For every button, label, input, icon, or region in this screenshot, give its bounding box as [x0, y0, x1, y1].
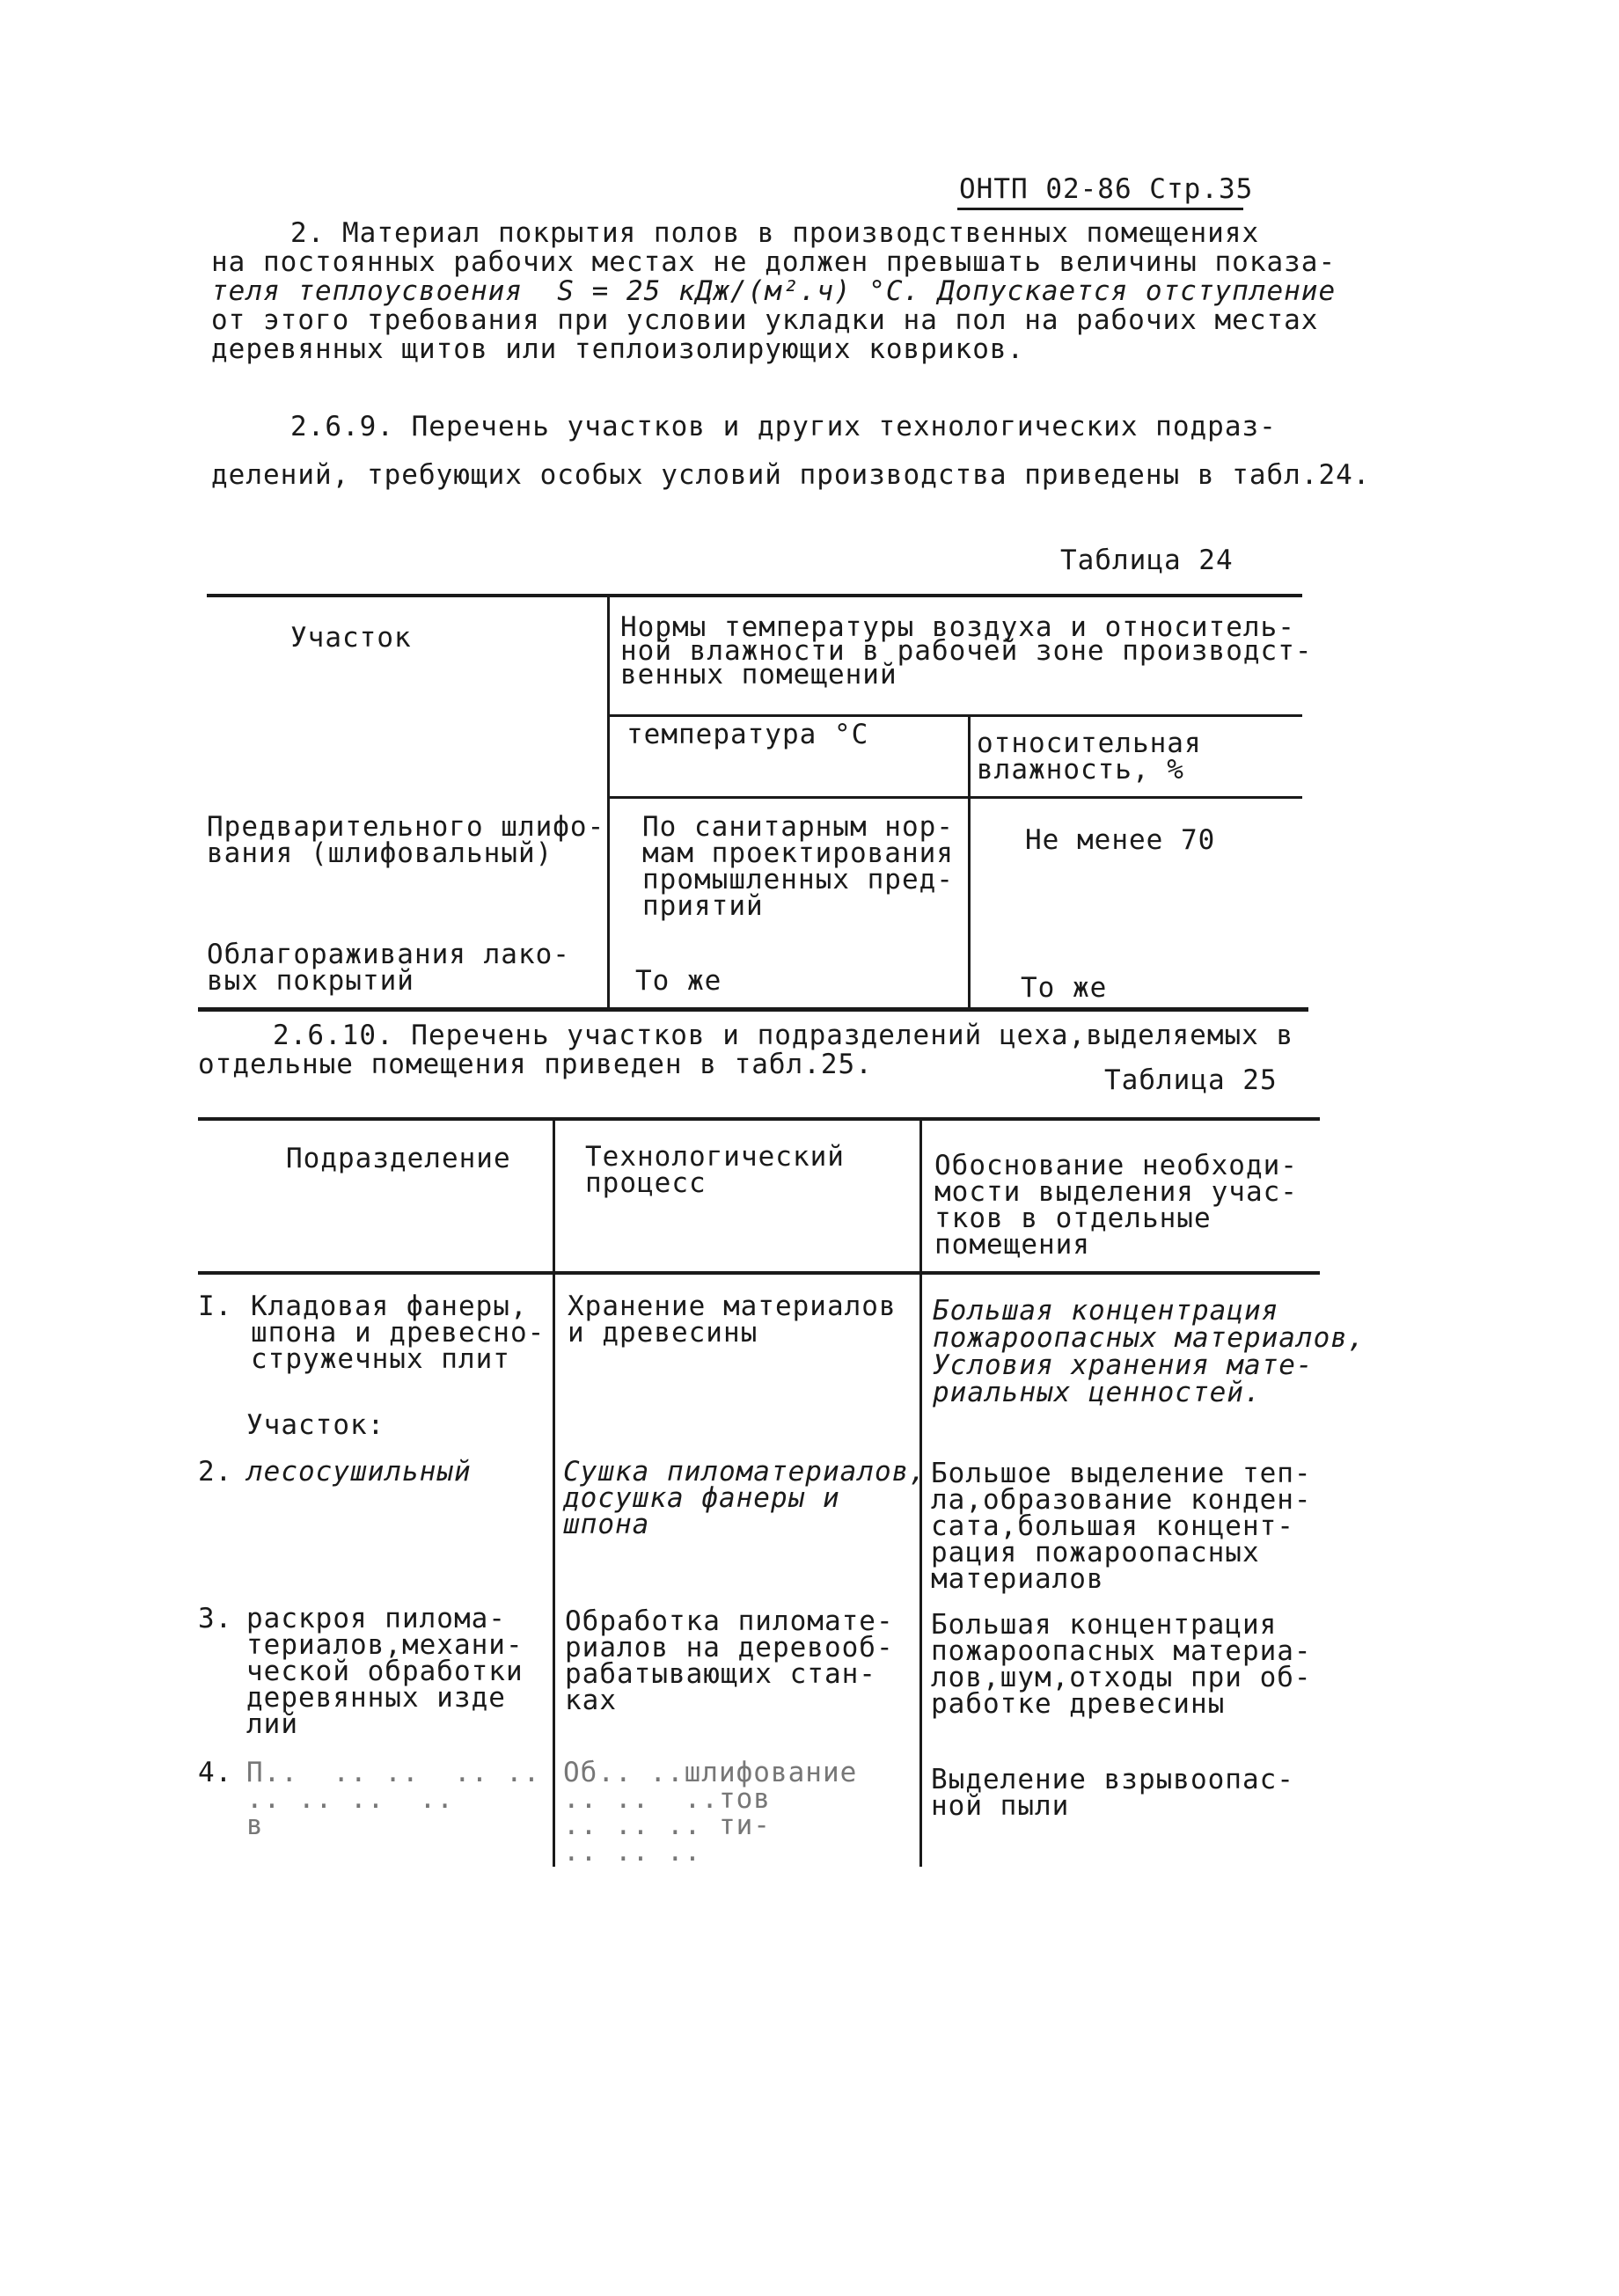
table25-col-reason: Обоснование необходи- мости выделения учас- тков в отдельные помещения [934, 1150, 1298, 1261]
table25-row3-reason: Большая концентрация пожароопасных материа- лов,шум,отходы при об- работке древесины [931, 1609, 1312, 1720]
table24-col-norms: Нормы температуры воздуха и относитель- ной влажности в рабочей зоне производст- венных помещений [620, 611, 1313, 691]
table25-row4-process: Об.. ..шлифование .. .. ..тов .. .. .. ти- .. .. .. [563, 1757, 858, 1868]
table24-row2-humidity: То же [1021, 972, 1108, 1004]
table25-row3-division: раскроя пилома- териалов,механи- ческой обработки деревянных изде лий [246, 1603, 524, 1740]
intro-line-3: теля теплоусвоения S = 25 кДж/(м².ч) °С. Допускается отступление [211, 275, 1337, 307]
table24-row2-temp: То же [635, 965, 722, 997]
table25-group-label: Участок: [246, 1409, 385, 1441]
table24-col-area: Участок [290, 622, 412, 654]
table25-row4-num: 4. [198, 1757, 233, 1788]
table25-row2-division: лесосушильный [246, 1456, 472, 1488]
table24-row2-area: Облагораживания лако- вых покрытий [207, 939, 570, 997]
table24-divider-2 [968, 716, 971, 1009]
intro-line-5: деревянных щитов или теплоизолирующих ковриков. [211, 333, 1025, 365]
table24-row1-temp: По санитарным нор- мам проектирования промышленных пред- приятий [642, 811, 954, 922]
table24-top-rule [207, 594, 1302, 597]
section-2610-line-1: 2.6.10. Перечень участков и подразделений цеха,выделяемых в [273, 1020, 1294, 1051]
intro-line-1: 2. Материал покрытия полов в производственных помещениях [290, 217, 1260, 249]
table25-row3-num: 3. [198, 1603, 233, 1634]
section-269-line-1: 2.6.9. Перечень участков и других технологических подраз- [290, 411, 1277, 442]
table25-header-rule [198, 1271, 1320, 1275]
table25-row4-reason: Выделение взрывоопас- ной пыли [931, 1764, 1294, 1822]
table25-row1-process: Хранение материалов и древесины [568, 1291, 897, 1349]
table24-col-temp: температура °С [626, 719, 869, 750]
table24-divider-1 [607, 596, 610, 1009]
table25-col-division: Подразделение [286, 1143, 511, 1174]
table24-row1-area: Предварительного шлифо- вания (шлифовальный) [207, 811, 605, 869]
table24-row1-humidity: Не менее 70 [1025, 824, 1216, 856]
table25-row1-division: Кладовая фанеры, шпона и древесно- стружечных плит [251, 1291, 546, 1375]
table25-col-process: Технологический процесс [585, 1141, 845, 1199]
table25-row3-process: Обработка пиломате- риалов на деревооб- рабатывающих стан- ках [565, 1605, 894, 1716]
table25-caption: Таблица 25 [1104, 1064, 1278, 1096]
table25-row2-num: 2. [198, 1456, 233, 1488]
table25-divider-1 [553, 1119, 555, 1867]
section-2610-line-2: отдельные помещения приведен в табл.25. [198, 1049, 873, 1080]
table25-row1-reason: Большая концентрация пожароопасных материалов, Условия хранения мате- риальных ценностей. [933, 1295, 1366, 1408]
table24-header-rule [609, 796, 1302, 799]
table24-col-humidity: относительная влажность, % [977, 728, 1202, 786]
intro-line-2: на постоянных рабочих местах не должен превышать величины показа- [211, 246, 1337, 278]
table24-caption: Таблица 24 [1060, 545, 1234, 576]
intro-line-4: от этого требования при условии укладки на пол на рабочих местах [211, 304, 1319, 336]
table25-row1-num: I. [198, 1291, 233, 1322]
table25-row2-process: Сушка пиломатериалов, досушка фанеры и шпона [563, 1456, 927, 1540]
table24-bottom-rule [198, 1007, 1308, 1012]
table25-top-rule [198, 1117, 1320, 1121]
table25-row2-reason: Большое выделение теп- ла,образование конден- сата,большая концент- рация пожароопасных материалов [931, 1458, 1312, 1595]
table25-row4-division: П.. .. .. .. .. .. .. .. .. в [246, 1757, 541, 1841]
page-header: ОНТП 02-86 Стр.35 [959, 173, 1254, 205]
header-underline [957, 208, 1243, 210]
table24-subheader-rule [609, 714, 1302, 717]
section-269-line-2: делений, требующих особых условий производства приведены в табл.24. [211, 459, 1371, 491]
